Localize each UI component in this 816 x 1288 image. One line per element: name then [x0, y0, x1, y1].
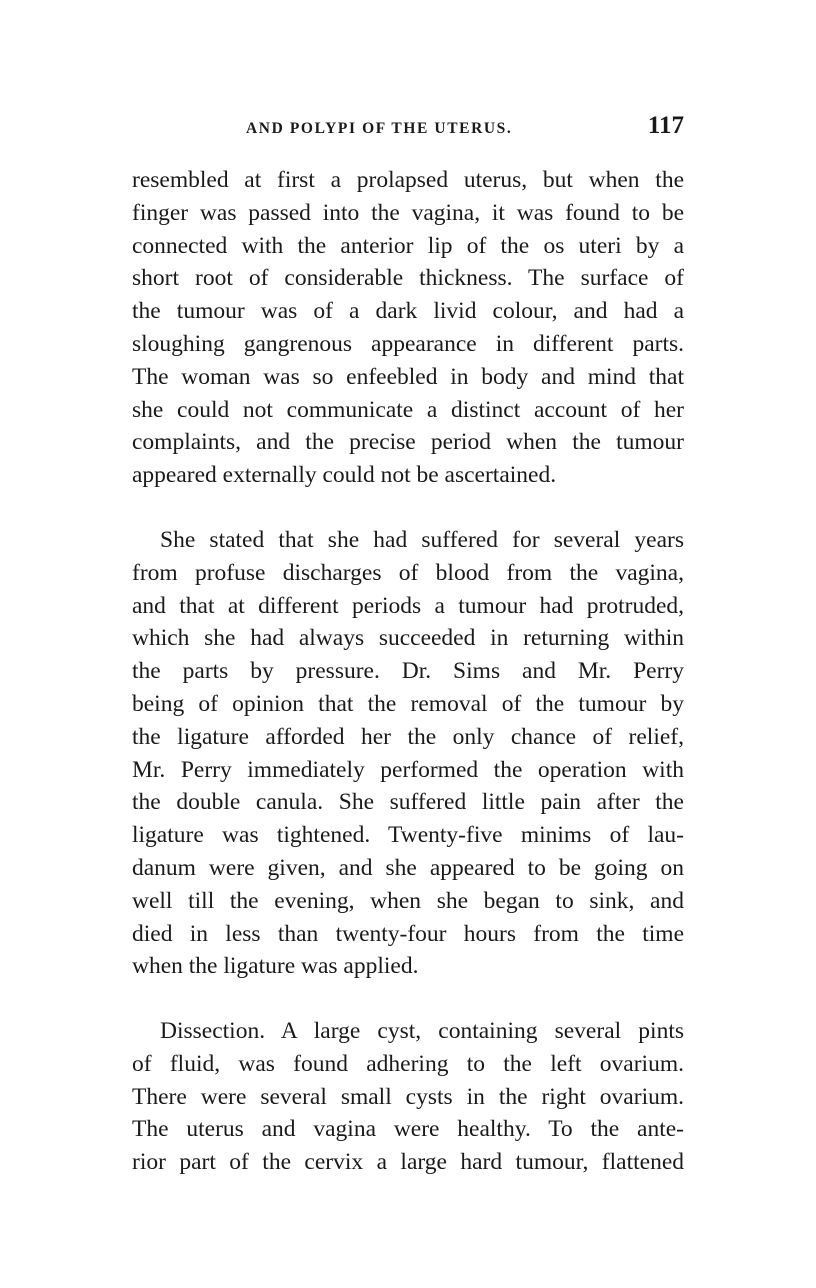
text-line: which she had always succeeded in returning within — [132, 625, 684, 652]
text-line: danum were given, and she appeared to be going on — [132, 854, 684, 881]
text-line: rior part of the cervix a large hard tumour, flattened — [132, 1149, 684, 1176]
text-line: connected with the anterior lip of the os uteri by a — [132, 232, 684, 259]
text-line: She stated that she had suffered for several years — [160, 527, 684, 553]
text-line: well till the evening, when she began to sink, and — [132, 887, 684, 914]
text-line: sloughing gangrenous appearance in different parts. — [132, 330, 684, 357]
running-title: AND POLYPI OF THE UTERUS. — [246, 120, 513, 137]
paragraph-1 — [132, 164, 684, 492]
text-line: when the ligature was applied. — [132, 953, 419, 980]
text-line: Mr. Perry immediately performed the operation with — [132, 756, 684, 783]
text-line: the parts by pressure. Dr. Sims and Mr. Perry — [132, 658, 684, 685]
running-head — [132, 112, 684, 146]
paragraph-2 — [132, 524, 684, 983]
text-line: ligature was tightened. Twenty-five minims of lau- — [132, 822, 684, 849]
text-line: the tumour was of a dark livid colour, and had a — [132, 298, 684, 325]
text-line: appeared externally could not be ascertained. — [132, 462, 557, 489]
text-line: short root of considerable thickness. The surface of — [132, 265, 684, 292]
text-line: resembled at first a prolapsed uterus, but when the — [132, 167, 684, 193]
text-line: she could not communicate a distinct account of her — [132, 396, 684, 423]
text-line: There were several small cysts in the right ovarium. — [132, 1083, 684, 1110]
text-line: Dissection. A large cyst, containing several pints — [160, 1018, 684, 1044]
text-line: and that at different periods a tumour had protruded, — [132, 592, 684, 619]
text-line: complaints, and the precise period when the tumour — [132, 429, 684, 456]
text-line: The woman was so enfeebled in body and mind that — [132, 363, 684, 390]
text-line: The uterus and vagina were healthy. To the ante- — [132, 1116, 684, 1143]
text-line: from profuse discharges of blood from the vagina, — [132, 559, 684, 586]
paragraph-3 — [132, 1015, 684, 1179]
text-line: being of opinion that the removal of the tumour by — [132, 690, 684, 717]
text-line: finger was passed into the vagina, it was found to be — [132, 199, 684, 226]
text-line: the ligature afforded her the only chance of relief, — [132, 723, 684, 750]
page-number: 117 — [647, 112, 684, 139]
text-line: of fluid, was found adhering to the left ovarium. — [132, 1050, 684, 1077]
text-line: died in less than twenty-four hours from the time — [132, 920, 684, 947]
text-line: the double canula. She suffered little pain after the — [132, 789, 684, 816]
